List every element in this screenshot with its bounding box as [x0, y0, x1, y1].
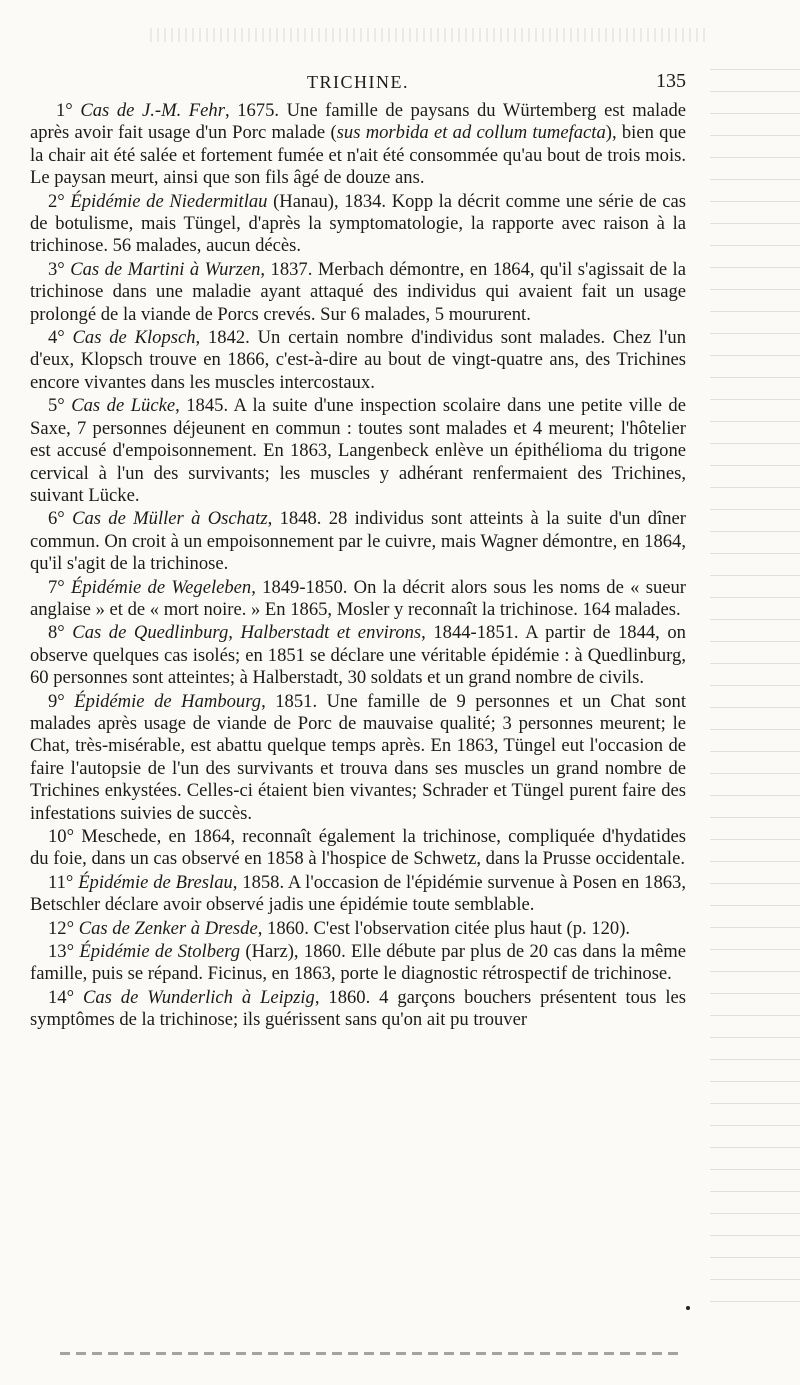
item-number: 6° — [48, 508, 65, 530]
paragraph-text: (Harz), 1860. Elle débute par plus de 20 cas dans la même famille, puis se répand. Ficinus, en 1863, porte le diagnostic rétrospectif de trichinose. — [30, 941, 686, 985]
case-title: Épidémie de Wegeleben — [71, 576, 252, 598]
paragraph-text: , 1860. 4 garçons bouchers présentent tous les symptômes de la trichinose; ils guérissent sans qu'on ait pu trouver — [30, 986, 687, 1031]
paragraph — [30, 191, 686, 258]
page-number: 135 — [656, 70, 686, 92]
item-number: 7° — [48, 576, 65, 598]
case-title: Épidémie de Niedermitlau — [70, 190, 268, 212]
page-header — [30, 72, 686, 98]
paragraph-text: , 1858. A l'occasion de l'épidémie survenue à Posen en 1863, Betschler déclare avoir observé jadis une épidémie toute semblable. — [30, 871, 687, 916]
case-title: Cas de Klopsch — [72, 327, 196, 349]
item-number: 1° — [56, 100, 73, 121]
case-title: Cas de Quedlinburg, Halberstadt et environs — [72, 622, 422, 644]
case-title: Cas de Martini à Wurzen — [70, 258, 261, 280]
case-title: Cas de Müller à Oschatz — [72, 508, 268, 530]
item-number: 9° — [48, 690, 65, 712]
case-title: Épidémie de Stolberg — [79, 941, 241, 963]
case-title: Cas de Zenker à Dresde — [78, 917, 258, 939]
latin-quote: sus morbida et ad collum tumefacta — [336, 122, 606, 144]
paragraph-text: , 1675. Une famille de paysans du Würtemberg est malade après avoir fait usage d'un Porc malade ( — [30, 100, 686, 144]
paragraph — [30, 508, 686, 575]
paragraph-text: ), bien que la chair ait été salée et fortement fumée et n'ait été consommée qu'au bout de trois mois. Le paysan meurt, ainsi que son fils âgé de douze ans. — [30, 122, 686, 189]
paragraph — [30, 872, 686, 917]
scan-noise-right-margin — [710, 60, 800, 1320]
paragraph — [30, 259, 686, 326]
item-number: 12° — [48, 917, 75, 939]
item-number: 10° — [48, 826, 75, 847]
paragraph — [30, 826, 686, 871]
ink-speck — [686, 1306, 690, 1310]
paragraph-text: , 1849-1850. On la décrit alors sous les noms de « sueur anglaise » et de « mort noire. » En 1865, Mosler y reconnaît la trichinose. 164 malades. — [30, 576, 687, 620]
case-title: Épidémie de Breslau — [78, 871, 233, 893]
paragraph-text: , 1860. C'est l'observation citée plus haut (p. 120). — [257, 917, 631, 939]
item-number: 13° — [48, 941, 75, 963]
case-title: Cas de Wunderlich à Leipzig — [82, 986, 315, 1008]
case-title: Cas de Lücke — [71, 395, 176, 417]
item-number: 5° — [48, 395, 65, 417]
item-number: 11° — [48, 871, 74, 893]
paragraph — [30, 691, 686, 825]
paragraph — [30, 327, 686, 394]
paragraph — [30, 100, 686, 190]
item-number: 2° — [48, 190, 65, 212]
paragraph-text: , 1845. A la suite d'une inspection scolaire dans une petite ville de Saxe, 7 personnes déjeunent en commun : toutes sont malades et 4 meurent; l'hôtelier est accusé d'empoisonnement. En 1863, Langenbeck enlève un épithélioma du trigone cervical à l'un des survivants; les muscles y adhérant renfermaient des Trichines, suivant Lücke. — [30, 395, 686, 506]
item-number: 8° — [48, 622, 65, 644]
item-number: 14° — [48, 986, 75, 1008]
paragraph — [30, 987, 686, 1032]
paragraph-text: (Hanau), 1834. Kopp la décrit comme une série de cas de botulisme, mais Tüngel, d'après la symptomatologie, la rapporte avec raison à la trichinose. 56 malades, aucun décès. — [30, 190, 686, 257]
item-number: 4° — [48, 327, 65, 349]
paragraph — [30, 577, 686, 622]
paragraph-text: , 1851. Une famille de 9 personnes et un Chat sont malades après usage de viande de Porc de mauvaise qualité; 3 personnes meurent; le Chat, très-misérable, est abattu quelque temps après. En 1863, Tüngel eut l'occasion de faire l'autopsie de l'un des survivants et trouva dans ses muscles un grand nombre de Trichines enkystées. Celles-ci étaient bien vivantes; Schrader et Tüngel purent faire des infestations suivies de succès. — [30, 690, 687, 824]
item-number: 3° — [48, 258, 65, 280]
scan-noise-top — [150, 28, 710, 42]
paragraph — [30, 941, 686, 986]
paragraph — [30, 918, 686, 940]
paragraph-text: , 1837. Merbach démontre, en 1864, qu'il s'agissait de la trichinose dans une maladie ayant attaqué des individus qui avaient fait un usage prolongé de la viande de Porcs crevés. Sur 6 malades, 5 moururent. — [30, 258, 686, 325]
paragraph-text: , 1842. Un certain nombre d'individus sont malades. Chez l'un d'eux, Klopsch trouve en 1866, c'est-à-dire au bout de vingt-quatre ans, des Trichines encore vivantes dans les muscles intercostaux. — [30, 327, 686, 393]
paragraph-text: , 1848. 28 individus sont atteints à la suite d'un dîner commun. On croit à un empoisonnement par le cuivre, mais Wagner démontre, en 1864, qu'il s'agit de la trichinose. — [30, 508, 686, 575]
paragraph — [30, 395, 686, 507]
paragraph — [30, 622, 686, 689]
body-text — [30, 100, 686, 1033]
case-title: Épidémie de Hambourg — [74, 690, 262, 712]
paragraph-text: Meschede, en 1864, reconnaît également la trichinose, compliquée d'hydatides du foie, dans un cas observé en 1858 à l'hospice de Schwetz, dans la Prusse occidentale. — [30, 826, 686, 870]
case-title: Cas de J.-M. Fehr — [80, 100, 225, 121]
paragraph-text: , 1844-1851. A partir de 1844, on observe quelques cas isolés; en 1851 se déclare une véritable épidémie : à Quedlinburg, 60 personnes sont atteintes; à Halberstadt, 30 soldats et un grand nombre de civils. — [30, 622, 686, 689]
scan-noise-bottom — [60, 1352, 680, 1355]
running-title: TRICHINE. — [307, 72, 409, 92]
